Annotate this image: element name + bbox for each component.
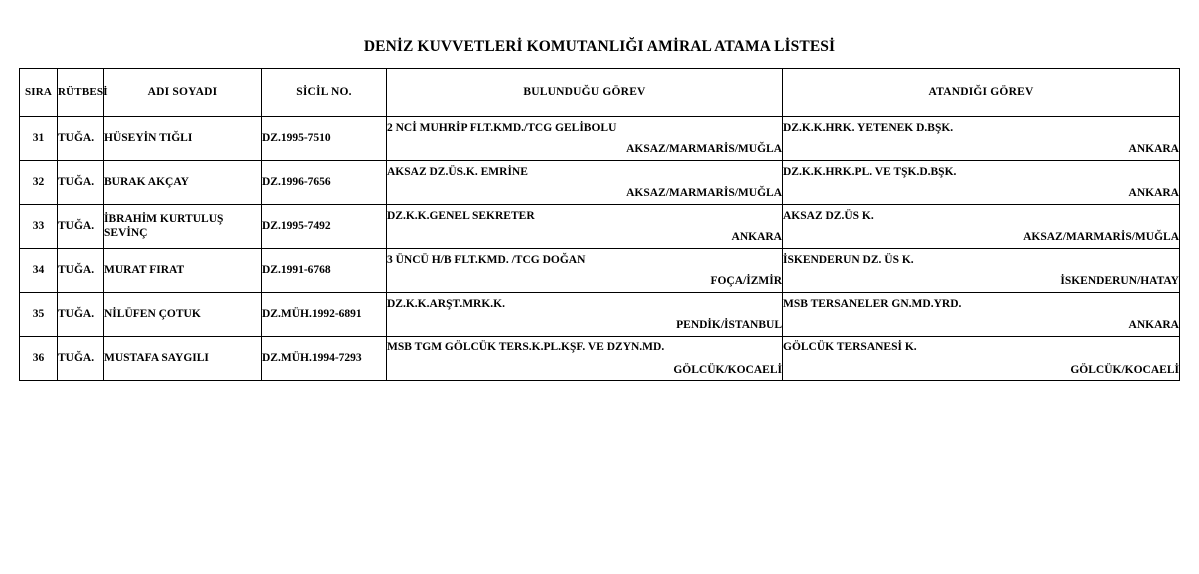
new-duty-title: MSB TERSANELER GN.MD.YRD. <box>783 297 962 310</box>
cell-sira: 35 <box>20 293 58 337</box>
table-row <box>20 293 1180 337</box>
cell-atandigi-gorev <box>783 293 1180 337</box>
cell-rutbesi: TUĞA. <box>58 161 104 205</box>
new-duty-title: İSKENDERUN DZ. ÜS K. <box>783 253 914 266</box>
table-header <box>20 69 1180 117</box>
column-header-rutbesi: RÜTBESİ <box>58 69 104 117</box>
cell-rutbesi: TUĞA. <box>58 293 104 337</box>
current-duty-title: MSB TGM GÖLCÜK TERS.K.PL.KŞF. VE DZYN.MD. <box>387 340 665 353</box>
new-duty-location: GÖLCÜK/KOCAELİ <box>1070 364 1179 377</box>
current-duty-location: AKSAZ/MARMARİS/MUĞLA <box>626 143 782 156</box>
current-duty-title: DZ.K.K.ARŞT.MRK.K. <box>387 297 505 310</box>
cell-sira: 36 <box>20 337 58 381</box>
column-header-sicil-no: SİCİL NO. <box>262 69 387 117</box>
cell-bulundugu-gorev <box>387 293 783 337</box>
current-duty-location: FOÇA/İZMİR <box>710 275 782 288</box>
cell-atandigi-gorev <box>783 205 1180 249</box>
new-duty-title: DZ.K.K.HRK.PL. VE TŞK.D.BŞK. <box>783 165 957 178</box>
cell-sira: 33 <box>20 205 58 249</box>
cell-adi-soyadi: NİLÜFEN ÇOTUK <box>104 293 262 337</box>
cell-sicil-no: DZ.1996-7656 <box>262 161 387 205</box>
current-duty-location: PENDİK/İSTANBUL <box>676 319 782 332</box>
new-duty-location: İSKENDERUN/HATAY <box>1060 275 1179 288</box>
cell-adi-soyadi: HÜSEYİN TIĞLI <box>104 117 262 161</box>
cell-adi-soyadi: MUSTAFA SAYGILI <box>104 337 262 381</box>
new-duty-location: ANKARA <box>1128 319 1179 332</box>
cell-sira: 32 <box>20 161 58 205</box>
column-header-sira: SIRA <box>20 69 58 117</box>
current-duty-location: ANKARA <box>731 231 782 244</box>
cell-sicil-no: DZ.1991-6768 <box>262 249 387 293</box>
cell-bulundugu-gorev <box>387 249 783 293</box>
new-duty-location: AKSAZ/MARMARİS/MUĞLA <box>1023 231 1179 244</box>
table-row <box>20 161 1180 205</box>
new-duty-location: ANKARA <box>1128 187 1179 200</box>
new-duty-location: ANKARA <box>1128 143 1179 156</box>
table-row <box>20 205 1180 249</box>
current-duty-location: AKSAZ/MARMARİS/MUĞLA <box>626 187 782 200</box>
column-header-adi-soyadi: ADI SOYADI <box>104 69 262 117</box>
current-duty-title: DZ.K.K.GENEL SEKRETER <box>387 209 535 222</box>
cell-adi-soyadi: MURAT FIRAT <box>104 249 262 293</box>
assignment-table <box>19 68 1180 381</box>
new-duty-title: GÖLCÜK TERSANESİ K. <box>783 340 917 353</box>
cell-sira: 31 <box>20 117 58 161</box>
cell-rutbesi: TUĞA. <box>58 337 104 381</box>
current-duty-title: 2 NCİ MUHRİP FLT.KMD./TCG GELİBOLU <box>387 121 617 134</box>
cell-sicil-no: DZ.MÜH.1992-6891 <box>262 293 387 337</box>
cell-bulundugu-gorev <box>387 117 783 161</box>
table-row <box>20 117 1180 161</box>
cell-atandigi-gorev <box>783 117 1180 161</box>
cell-bulundugu-gorev <box>387 161 783 205</box>
table-header-row <box>20 69 1180 117</box>
column-header-bulundugu-gorev: BULUNDUĞU GÖREV <box>387 69 783 117</box>
cell-atandigi-gorev <box>783 337 1180 381</box>
table-row <box>20 337 1180 381</box>
cell-rutbesi: TUĞA. <box>58 205 104 249</box>
cell-bulundugu-gorev <box>387 337 783 381</box>
current-duty-location: GÖLCÜK/KOCAELİ <box>673 364 782 377</box>
table-body <box>20 117 1180 381</box>
cell-atandigi-gorev <box>783 249 1180 293</box>
cell-sicil-no: DZ.1995-7510 <box>262 117 387 161</box>
cell-bulundugu-gorev <box>387 205 783 249</box>
table-row <box>20 249 1180 293</box>
cell-sicil-no: DZ.1995-7492 <box>262 205 387 249</box>
assignment-table-container <box>19 68 1179 381</box>
column-header-atandigi-gorev: ATANDIĞI GÖREV <box>783 69 1180 117</box>
new-duty-title: DZ.K.K.HRK. YETENEK D.BŞK. <box>783 121 954 134</box>
cell-sicil-no: DZ.MÜH.1994-7293 <box>262 337 387 381</box>
cell-atandigi-gorev <box>783 161 1180 205</box>
cell-rutbesi: TUĞA. <box>58 249 104 293</box>
cell-adi-soyadi: İBRAHİM KURTULUŞ SEVİNÇ <box>104 205 262 249</box>
cell-adi-soyadi: BURAK AKÇAY <box>104 161 262 205</box>
current-duty-title: 3 ÜNCÜ H/B FLT.KMD. /TCG DOĞAN <box>387 253 586 266</box>
cell-rutbesi: TUĞA. <box>58 117 104 161</box>
cell-sira: 34 <box>20 249 58 293</box>
new-duty-title: AKSAZ DZ.ÜS K. <box>783 209 874 222</box>
current-duty-title: AKSAZ DZ.ÜS.K. EMRİNE <box>387 165 528 178</box>
page-title: DENİZ KUVVETLERİ KOMUTANLIĞI AMİRAL ATAMA LİSTESİ <box>363 38 836 55</box>
